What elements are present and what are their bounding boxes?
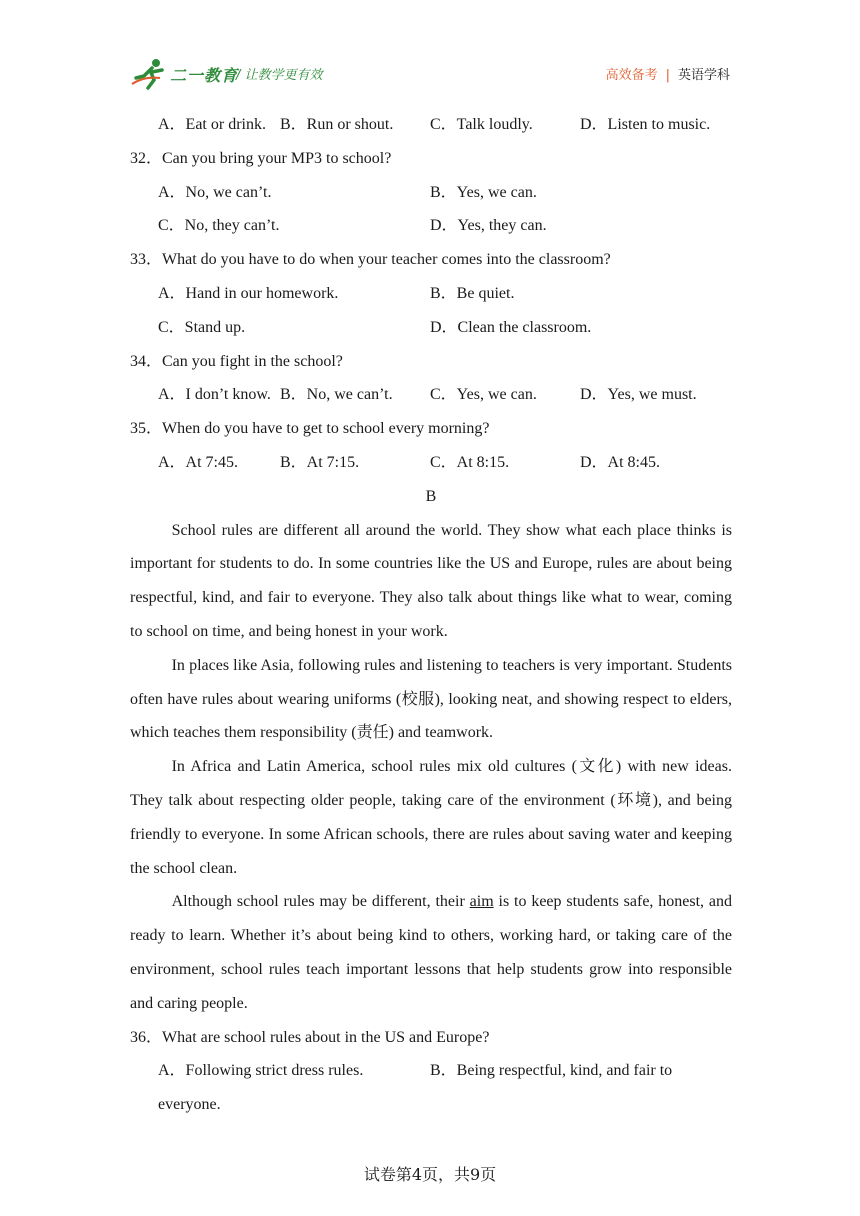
option-c: C．Yes, we can. — [430, 386, 537, 404]
option-d: D．At 8:45. — [580, 453, 661, 471]
q33-options-row2 — [130, 311, 732, 345]
runner-logo-icon — [130, 56, 170, 90]
q31-options — [130, 108, 732, 142]
option-b: B．Being respectful, kind, and fair to — [430, 1062, 673, 1080]
q32-options-row1 — [130, 176, 732, 210]
question-34: 34．Can you fight in the school? — [130, 352, 343, 370]
question-33: 33．What do you have to do when your teacher comes into the classroom? — [130, 251, 611, 269]
option-d: D．Yes, they can. — [430, 217, 547, 235]
option-b: B．No, we can’t. — [280, 386, 393, 404]
header-separator: | — [665, 68, 670, 83]
paragraph-4-start: Although school rules may be different, their — [171, 893, 470, 911]
question-32: 32．Can you bring your MP3 to school? — [130, 149, 392, 167]
option-b: B．At 7:15. — [280, 453, 360, 471]
option-b: B．Be quiet. — [430, 284, 515, 302]
underlined-word: aim — [469, 893, 494, 911]
q33-options-row1 — [130, 277, 732, 311]
page-header — [130, 56, 730, 96]
passage-paragraph-4 — [130, 885, 732, 1020]
option-b: B．Yes, we can. — [430, 183, 537, 201]
q36-options-row1 — [130, 1054, 732, 1088]
logo — [130, 56, 170, 92]
question-36: 36．What are school rules about in the US and Europe? — [130, 1028, 490, 1046]
passage-paragraph-3: In Africa and Latin America, school rules mix old cultures (文化) with new ideas. They talk about respecting older people, taking care of the environment (环境), and being friendly to everyone. In some African schools, there are rules about saving water and keeping the school clean. — [130, 758, 732, 877]
passage-paragraph-2: In places like Asia, following rules and listening to teachers is very important. Students often have rules about wearing uniforms (校服), looking neat, and showing respect to elders, which teaches them responsibility (责任) and teamwork. — [130, 656, 732, 742]
option-c: C．Talk loudly. — [430, 116, 533, 133]
header-tag: 高效备考 — [605, 68, 658, 83]
option-a: A．I don’t know. — [158, 386, 271, 404]
page-footer: 试卷第4页，共9页 — [363, 1165, 497, 1184]
option-a: A．Following strict dress rules. — [158, 1062, 364, 1080]
option-c: C．At 8:15. — [430, 453, 510, 471]
option-a: A．No, we can’t. — [158, 183, 272, 201]
logo-text: 二一教育 — [170, 66, 239, 85]
q36-option-b-continued — [130, 1088, 732, 1122]
option-a: A．Eat or drink. — [158, 116, 266, 133]
option-d: D．Listen to music. — [580, 116, 711, 133]
section-title: B — [425, 487, 437, 505]
slogan: / 让教学更有效 — [236, 68, 323, 83]
paragraph-4-end: is to keep students safe, honest, and ready to learn. Whether it’s about being kind to others, working hard, or taking care of the environment, school rules teach important lessons that help students grow into responsible and caring people. — [130, 893, 732, 1012]
option-c: C．Stand up. — [158, 318, 246, 336]
option-b: B．Run or shout. — [280, 116, 394, 133]
q32-options-row2 — [130, 209, 732, 243]
header-subject-label: 英语学科 — [677, 68, 730, 83]
q35-options — [130, 446, 732, 480]
option-d: D．Yes, we must. — [580, 386, 697, 404]
question-35: 35．When do you have to get to school every morning? — [130, 420, 490, 438]
q34-options — [130, 378, 732, 412]
option-b-continued: everyone. — [158, 1096, 221, 1114]
exam-content — [130, 108, 732, 1122]
option-c: C．No, they can’t. — [158, 217, 280, 235]
option-d: D．Clean the classroom. — [430, 318, 592, 336]
option-a: A．At 7:45. — [158, 453, 239, 471]
header-subject — [606, 64, 730, 83]
passage-paragraph-1: School rules are different all around the world. They show what each place thinks is important for students to do. In some countries like the US and Europe, rules are about being respectful, kind, and fair to everyone. They also talk about things like what to wear, coming to school on time, and being honest in your work. — [130, 521, 732, 640]
option-a: A．Hand in our homework. — [158, 284, 339, 302]
